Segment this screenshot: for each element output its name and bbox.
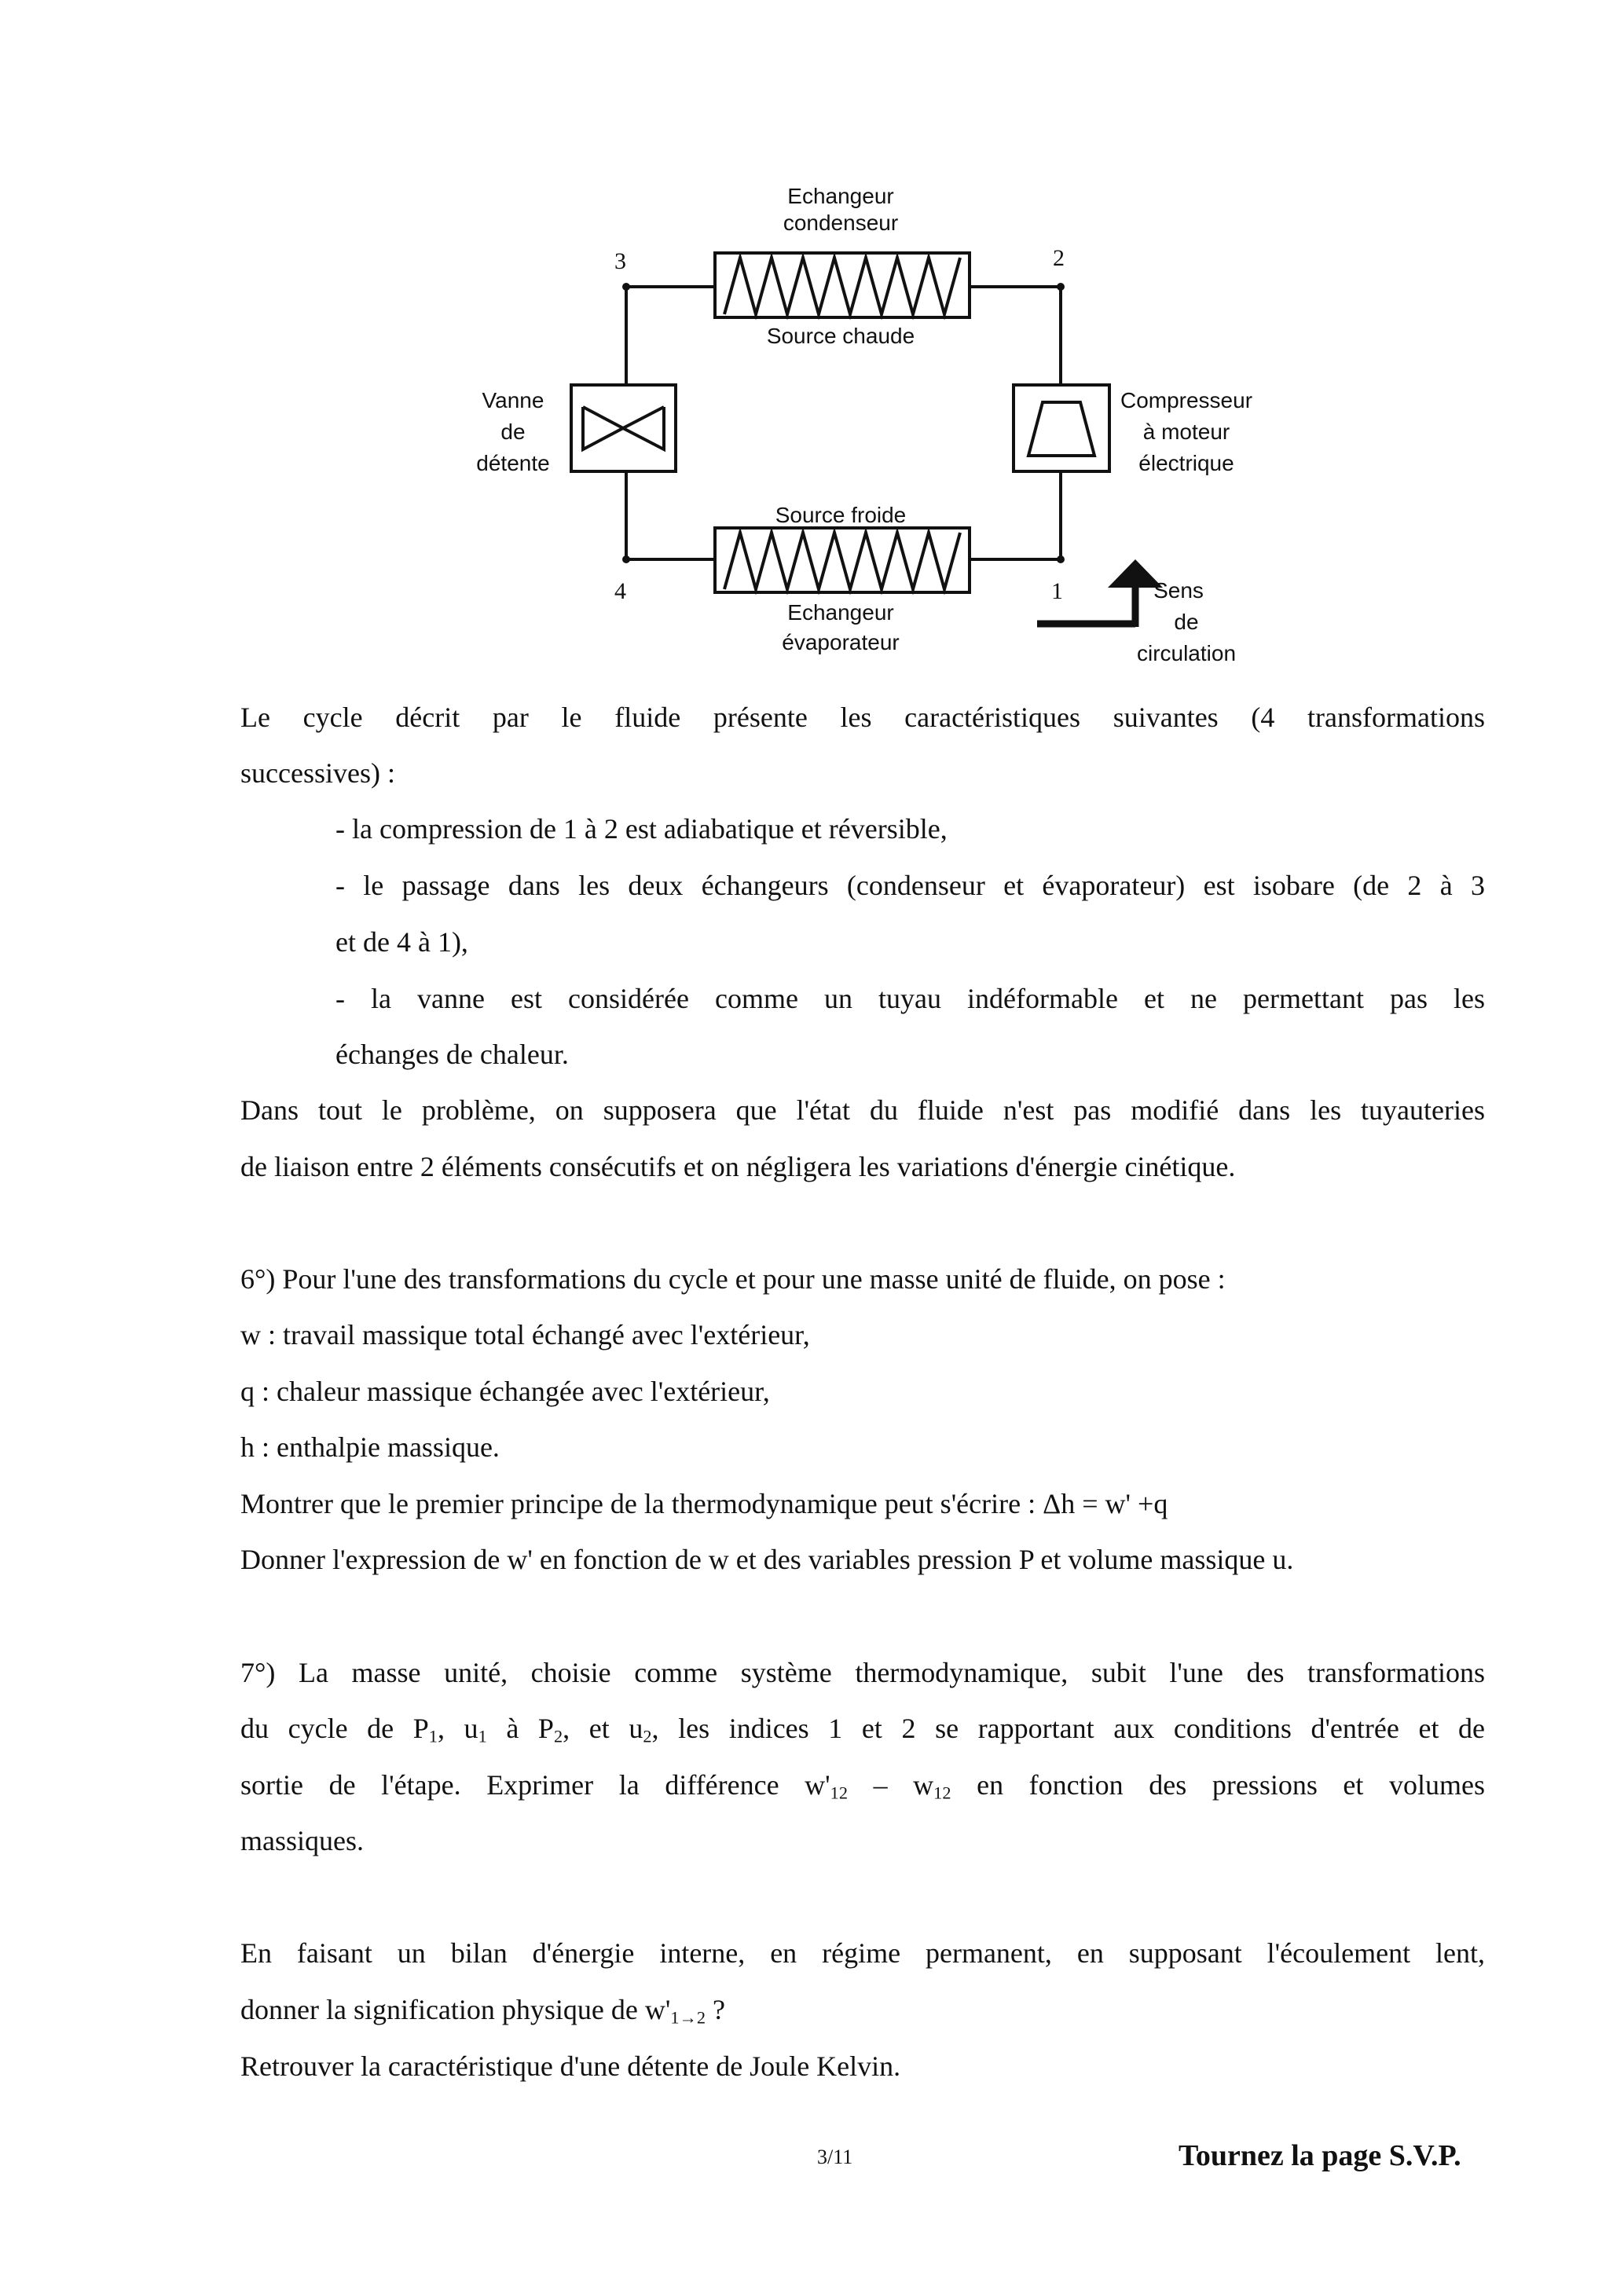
evaporator-title: Echangeur évaporateur [782, 600, 900, 654]
bullet-exchangers-line-2: et de 4 à 1), [335, 926, 468, 958]
energy-balance-line-1: En faisant un bilan d'énergie interne, en régime permanent, en supposant l'écoulement lent, [240, 1937, 1485, 1969]
question-6-intro: 6°) Pour l'une des transformations du cycle et pour une masse unité de fluide, on pose : [240, 1263, 1226, 1295]
definition-q: q : chaleur massique échangée avec l'extérieur, [240, 1376, 770, 1407]
assumption-line-2: de liaison entre 2 éléments consécutifs et on négligera les variations d'énergie cinétique. [240, 1151, 1236, 1182]
bullet-compression: - la compression de 1 à 2 est adiabatique et réversible, [335, 813, 948, 845]
node-1-label: 1 [1051, 578, 1063, 604]
cold-source-label: Source froide [775, 503, 907, 527]
joule-kelvin-line: Retrouver la caractéristique d'une détente de Joule Kelvin. [240, 2050, 901, 2082]
compressor [1014, 385, 1109, 471]
question-6-show: Montrer que le premier principe de la thermodynamique peut s'écrire : Δh = w' +q [240, 1488, 1168, 1519]
question-7-line-3: sortie de l'étape. Exprimer la différence $w'_{12} - w_{12}$ en fonction des pressions et volumes [240, 1769, 1486, 1803]
expansion-valve-label: Vanne de détente [476, 388, 550, 475]
page-number: 3/11 [817, 2146, 853, 2168]
expansion-valve [571, 385, 676, 471]
compressor-label: Compresseur à moteur électrique [1120, 388, 1253, 475]
bullet-valve-line-1: - la vanne est considérée comme un tuyau indéformable et ne permettant pas les [335, 983, 1485, 1014]
node-4-label: 4 [614, 578, 626, 604]
definition-h: h : enthalpie massique. [240, 1431, 500, 1463]
turn-page-note: Tournez la page S.V.P. [1179, 2139, 1461, 2172]
question-7-line-4: massiques. [240, 1825, 364, 1856]
condenser-title: Echangeur condenseur [783, 184, 899, 235]
question-7-line-1: 7°) La masse unité, choisie comme système thermodynamique, subit l'une des transformations [240, 1657, 1485, 1688]
evaporator-exchanger [715, 528, 970, 592]
condenser-exchanger [715, 253, 970, 317]
bullet-exchangers-line-1: - le passage dans les deux échangeurs (condenseur et évaporateur) est isobare (de 2 à 3 [335, 870, 1485, 901]
flow-direction-label: Sens de circulation [1136, 578, 1237, 665]
intro-line-1: Le cycle décrit par le fluide présente les caractéristiques suivantes (4 transformations [240, 702, 1485, 733]
node-3-label: 3 [614, 248, 626, 274]
question-7-line-2: du cycle de $P_1$, $u_1$ à $P_2$, et $u_2$, les indices 1 et 2 se rapportant aux conditions d'entrée et de [240, 1713, 1486, 1746]
question-6-give: Donner l'expression de w' en fonction de w et des variables pression P et volume massique u. [240, 1544, 1294, 1575]
intro-line-2: successives) : [240, 757, 395, 789]
hot-source-label: Source chaude [766, 324, 915, 348]
node-2-label: 2 [1053, 245, 1065, 271]
bullet-valve-line-2: échanges de chaleur. [335, 1039, 569, 1070]
assumption-line-1: Dans tout le problème, on supposera que l'état du fluide n'est pas modifié dans les tuyauteries [240, 1094, 1485, 1126]
energy-balance-line-2: donner la signification physique de $w'_{1\to 2}$ ? [240, 1994, 725, 2028]
definition-w: w : travail massique total échangé avec l'extérieur, [240, 1319, 810, 1350]
